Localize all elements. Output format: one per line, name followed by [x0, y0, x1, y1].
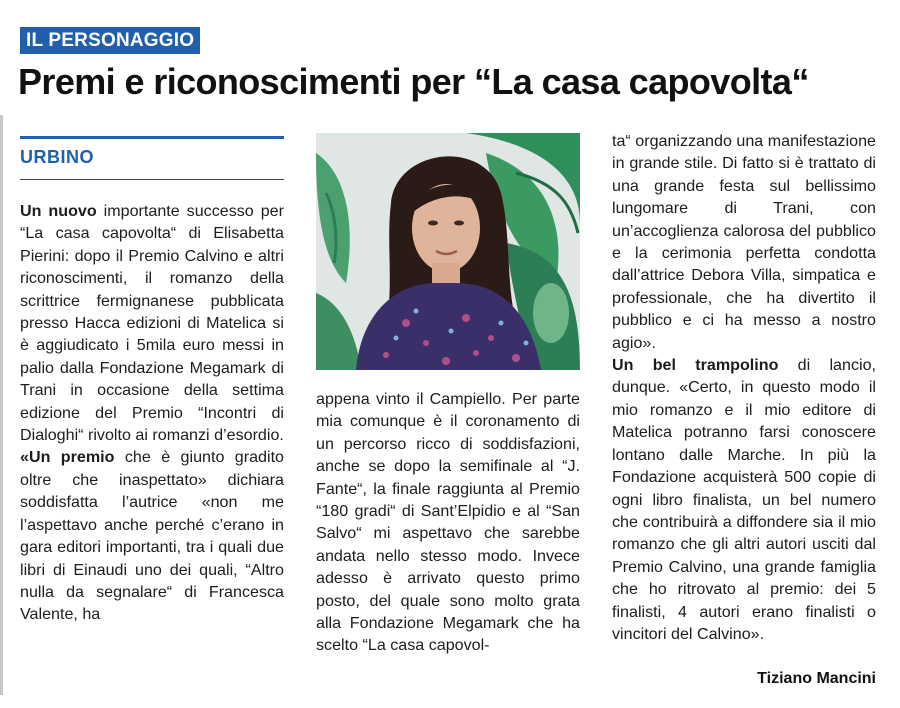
paragraph-lead: Un nuovo — [20, 202, 97, 220]
article-column-2 — [316, 388, 580, 657]
paragraph-closing — [612, 354, 876, 645]
paragraph-text: che è giunto gradito oltre che inaspettato» dichiara soddisfatta l’autrice «non me l’aspettavo anche perché c’erano in gara editori importanti, tra i quali due libri di Einaudi uno dei quali, “Altro nulla da segnalare“ di Francesca Valente, ha — [20, 448, 284, 624]
paragraph-text: importante successo per “La casa capovolta“ di Elisabetta Pierini: dopo il Premio Calvino e altri riconoscimenti, il romanzo della scrittrice fermignanese pubblicata presso Hacca edizioni di Matelica si è aggiudicato i 5mila euro messi in palio dalla Fondazione Megamark di Trani in occasione della settima edizione del Premio “Incontri di Dialoghi“ rivolto ai romanzi d’esordio. — [20, 202, 284, 445]
location-top-rule — [20, 136, 284, 139]
left-margin-rule — [0, 115, 3, 695]
section-kicker: IL PERSONAGGIO — [20, 27, 200, 54]
paragraph-lead: Un bel trampolino — [612, 356, 779, 375]
article-headline: Premi e riconoscimenti per “La casa capovolta“ — [18, 61, 809, 102]
author-byline: Tiziano Mancini — [757, 670, 876, 687]
paragraph-continuation: ta“ organizzando una manifestazione in grande stile. Di fatto si è trattato di una grande festa sul bellissimo lungomare di Trani, con un’accoglienza calorosa del pubblico e la cerimonia perfetta condotta dall’attrice Debora Villa, simpatica e professionale, che ha divertito il pubblico e ci ha messo a nostro agio». — [612, 132, 876, 352]
author-portrait-photo — [316, 133, 580, 370]
paragraph-text: di lancio, dunque. «Certo, in questo modo il mio romanzo e il mio editore di Matelica potranno farsi conoscere lontano dalle Marche. In più la Fondazione acquisterà 500 copie di ogni libro finalista, un bel numero che contribuirà a diffondere sia il mio romanzo che gli altri autori usciti dal Premio Calvino, una grande famiglia che ho ritrovato al premio: dei 5 finalisti, 4 autori erano finalisti o vincitori del Calvino». — [612, 356, 876, 643]
paragraph-lead: «Un premio — [20, 448, 115, 467]
location-bottom-rule — [20, 179, 284, 180]
article-column-1 — [20, 200, 284, 626]
paragraph-intro — [20, 200, 284, 446]
article-column-3 — [612, 130, 876, 645]
paragraph-quote — [20, 446, 284, 625]
dateline-location: URBINO — [20, 147, 94, 167]
paragraph-continuation: appena vinto il Campiello. Per parte mia comunque è il coronamento di un percorso ricco di soddisfazioni, anche se dopo la semifinale al “J. Fante“, la finale raggiunta al Premio “180 gradi“ di Sant’Elpidio e al “San Salvo“ mi aspettavo che sarebbe andata nello stesso modo. Invece adesso è arrivato questo primo posto, del quale sono molto grata alla Fondazione Megamark che ha scelto “La casa capovol- — [316, 390, 580, 655]
